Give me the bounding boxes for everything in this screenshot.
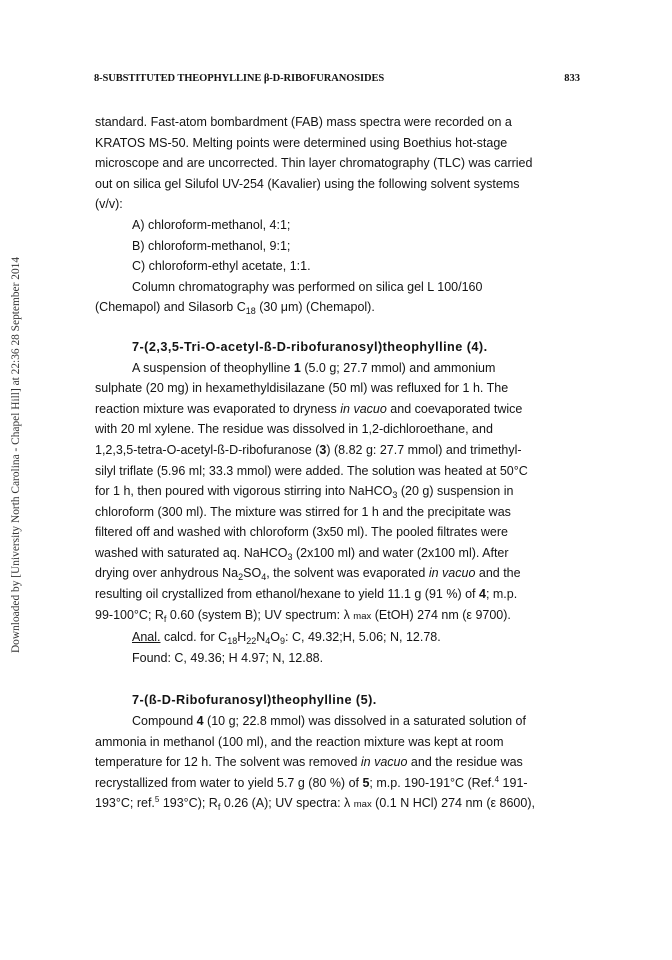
body-line: reaction mixture was evaporated to dryness in vacuo and coevaporated twice bbox=[95, 401, 523, 416]
body-line: 99-100°C; $R_f$ 0.60 (system B); UV spectrum: λ max (EtOH) 274 nm (ε 9700). bbox=[95, 607, 511, 624]
body-line: washed with saturated aq. NaHCO$_3$ (2x100 ml) and water (2x100 ml). After bbox=[95, 545, 509, 562]
body-line: KRATOS MS-50. Melting points were determined using Boethius hot-stage bbox=[95, 135, 508, 150]
body-line: 193°C; ref.$^5$ 193°C); $R_f$ 0.26 (A); UV spectra: λ max (0.1 N HCl) 274 nm (ε 8600), bbox=[95, 795, 535, 813]
body-line: filtered off and washed with chloroform (3x50 ml). The pooled filtrates were bbox=[95, 525, 508, 540]
body-line: Column chromatography was performed on silica gel L 100/160 bbox=[132, 279, 483, 294]
body-line: (v/v): bbox=[95, 197, 123, 212]
body-line: temperature for 12 h. The solvent was removed in vacuo and the residue was bbox=[95, 755, 523, 770]
solvent-system-a: A) chloroform-methanol, 4:1; bbox=[132, 217, 291, 232]
body-line: out on silica gel Silufol UV-254 (Kavalier) using the following solvent systems bbox=[95, 176, 520, 191]
body-line: Compound 4 (10 g; 22.8 mmol) was dissolved in a saturated solution of bbox=[132, 714, 526, 729]
body-line: drying over anhydrous $Na_2SO_4$, the solvent was evaporated in vacuo and the bbox=[95, 566, 521, 583]
body-line: ammonia in methanol (100 ml), and the reaction mixture was kept at room bbox=[95, 734, 504, 749]
download-watermark-text: Downloaded by [University North Carolina - Chapel Hill] at 22:36 28 September 2014 bbox=[10, 256, 23, 654]
body-line: 1,2,3,5-tetra-O-acetyl-ß-D-ribofuranose (3) (8.82 g: 27.7 mmol) and trimethyl- bbox=[95, 442, 522, 457]
body-line: (Chemapol) and Silasorb $C_{18}$ (30 μm) (Chemapol). bbox=[95, 300, 375, 317]
body-line: standard. Fast-atom bombardment (FAB) mass spectra were recorded on a bbox=[95, 115, 512, 129]
body-line: sulphate (20 mg) in hexamethyldisilazane (50 ml) was refluxed for 1 h. The bbox=[95, 381, 509, 396]
body-line: with 20 ml xylene. The residue was dissolved in 1,2-dichloroethane, and bbox=[95, 422, 493, 437]
body-line: microscope and are uncorrected. Thin layer chromatography (TLC) was carried bbox=[95, 156, 533, 171]
body-line: for 1 h, then poured with vigorous stirring into NaHCO$_3$ (20 g) suspension in bbox=[95, 484, 514, 501]
article-body bbox=[95, 112, 590, 816]
section-heading-compound-4: 7-(2,3,5-Tri-O-acetyl-ß-D-ribofuranosyl)theophylline (4). bbox=[132, 339, 488, 354]
page-number: 833 bbox=[564, 73, 580, 84]
body-line: A suspension of theophylline 1 (5.0 g; 27.7 mmol) and ammonium bbox=[132, 360, 496, 375]
solvent-system-c: C) chloroform-ethyl acetate, 1:1. bbox=[132, 259, 311, 274]
elemental-analysis-calcd: Anal. calcd. for $C_{18}H_{22}N_4O_9$: C, 49.32;H, 5.06; N, 12.78. bbox=[132, 630, 441, 647]
download-watermark bbox=[6, 245, 26, 665]
body-line: chloroform (300 ml). The mixture was stirred for 1 h and the precipitate was bbox=[95, 504, 511, 519]
elemental-analysis-found: Found: C, 49.36; H 4.97; N, 12.88. bbox=[132, 650, 324, 665]
section-heading-compound-5: 7-(ß-D-Ribofuranosyl)theophylline (5). bbox=[132, 693, 377, 708]
running-head-title: 8-SUBSTITUTED THEOPHYLLINE β-D-RIBOFURANOSIDES bbox=[94, 73, 385, 84]
body-line: resulting oil crystallized from ethanol/hexane to yield 11.1 g (91 %) of 4; m.p. bbox=[95, 587, 518, 602]
body-line: silyl triflate (5.96 ml; 33.3 mmol) were added. The solution was heated at 50°C bbox=[95, 463, 528, 478]
body-line: recrystallized from water to yield 5.7 g (80 %) of 5; m.p. 190-191°C (Ref.$^4$ 191- bbox=[95, 774, 528, 790]
solvent-system-b: B) chloroform-methanol, 9:1; bbox=[132, 238, 291, 253]
